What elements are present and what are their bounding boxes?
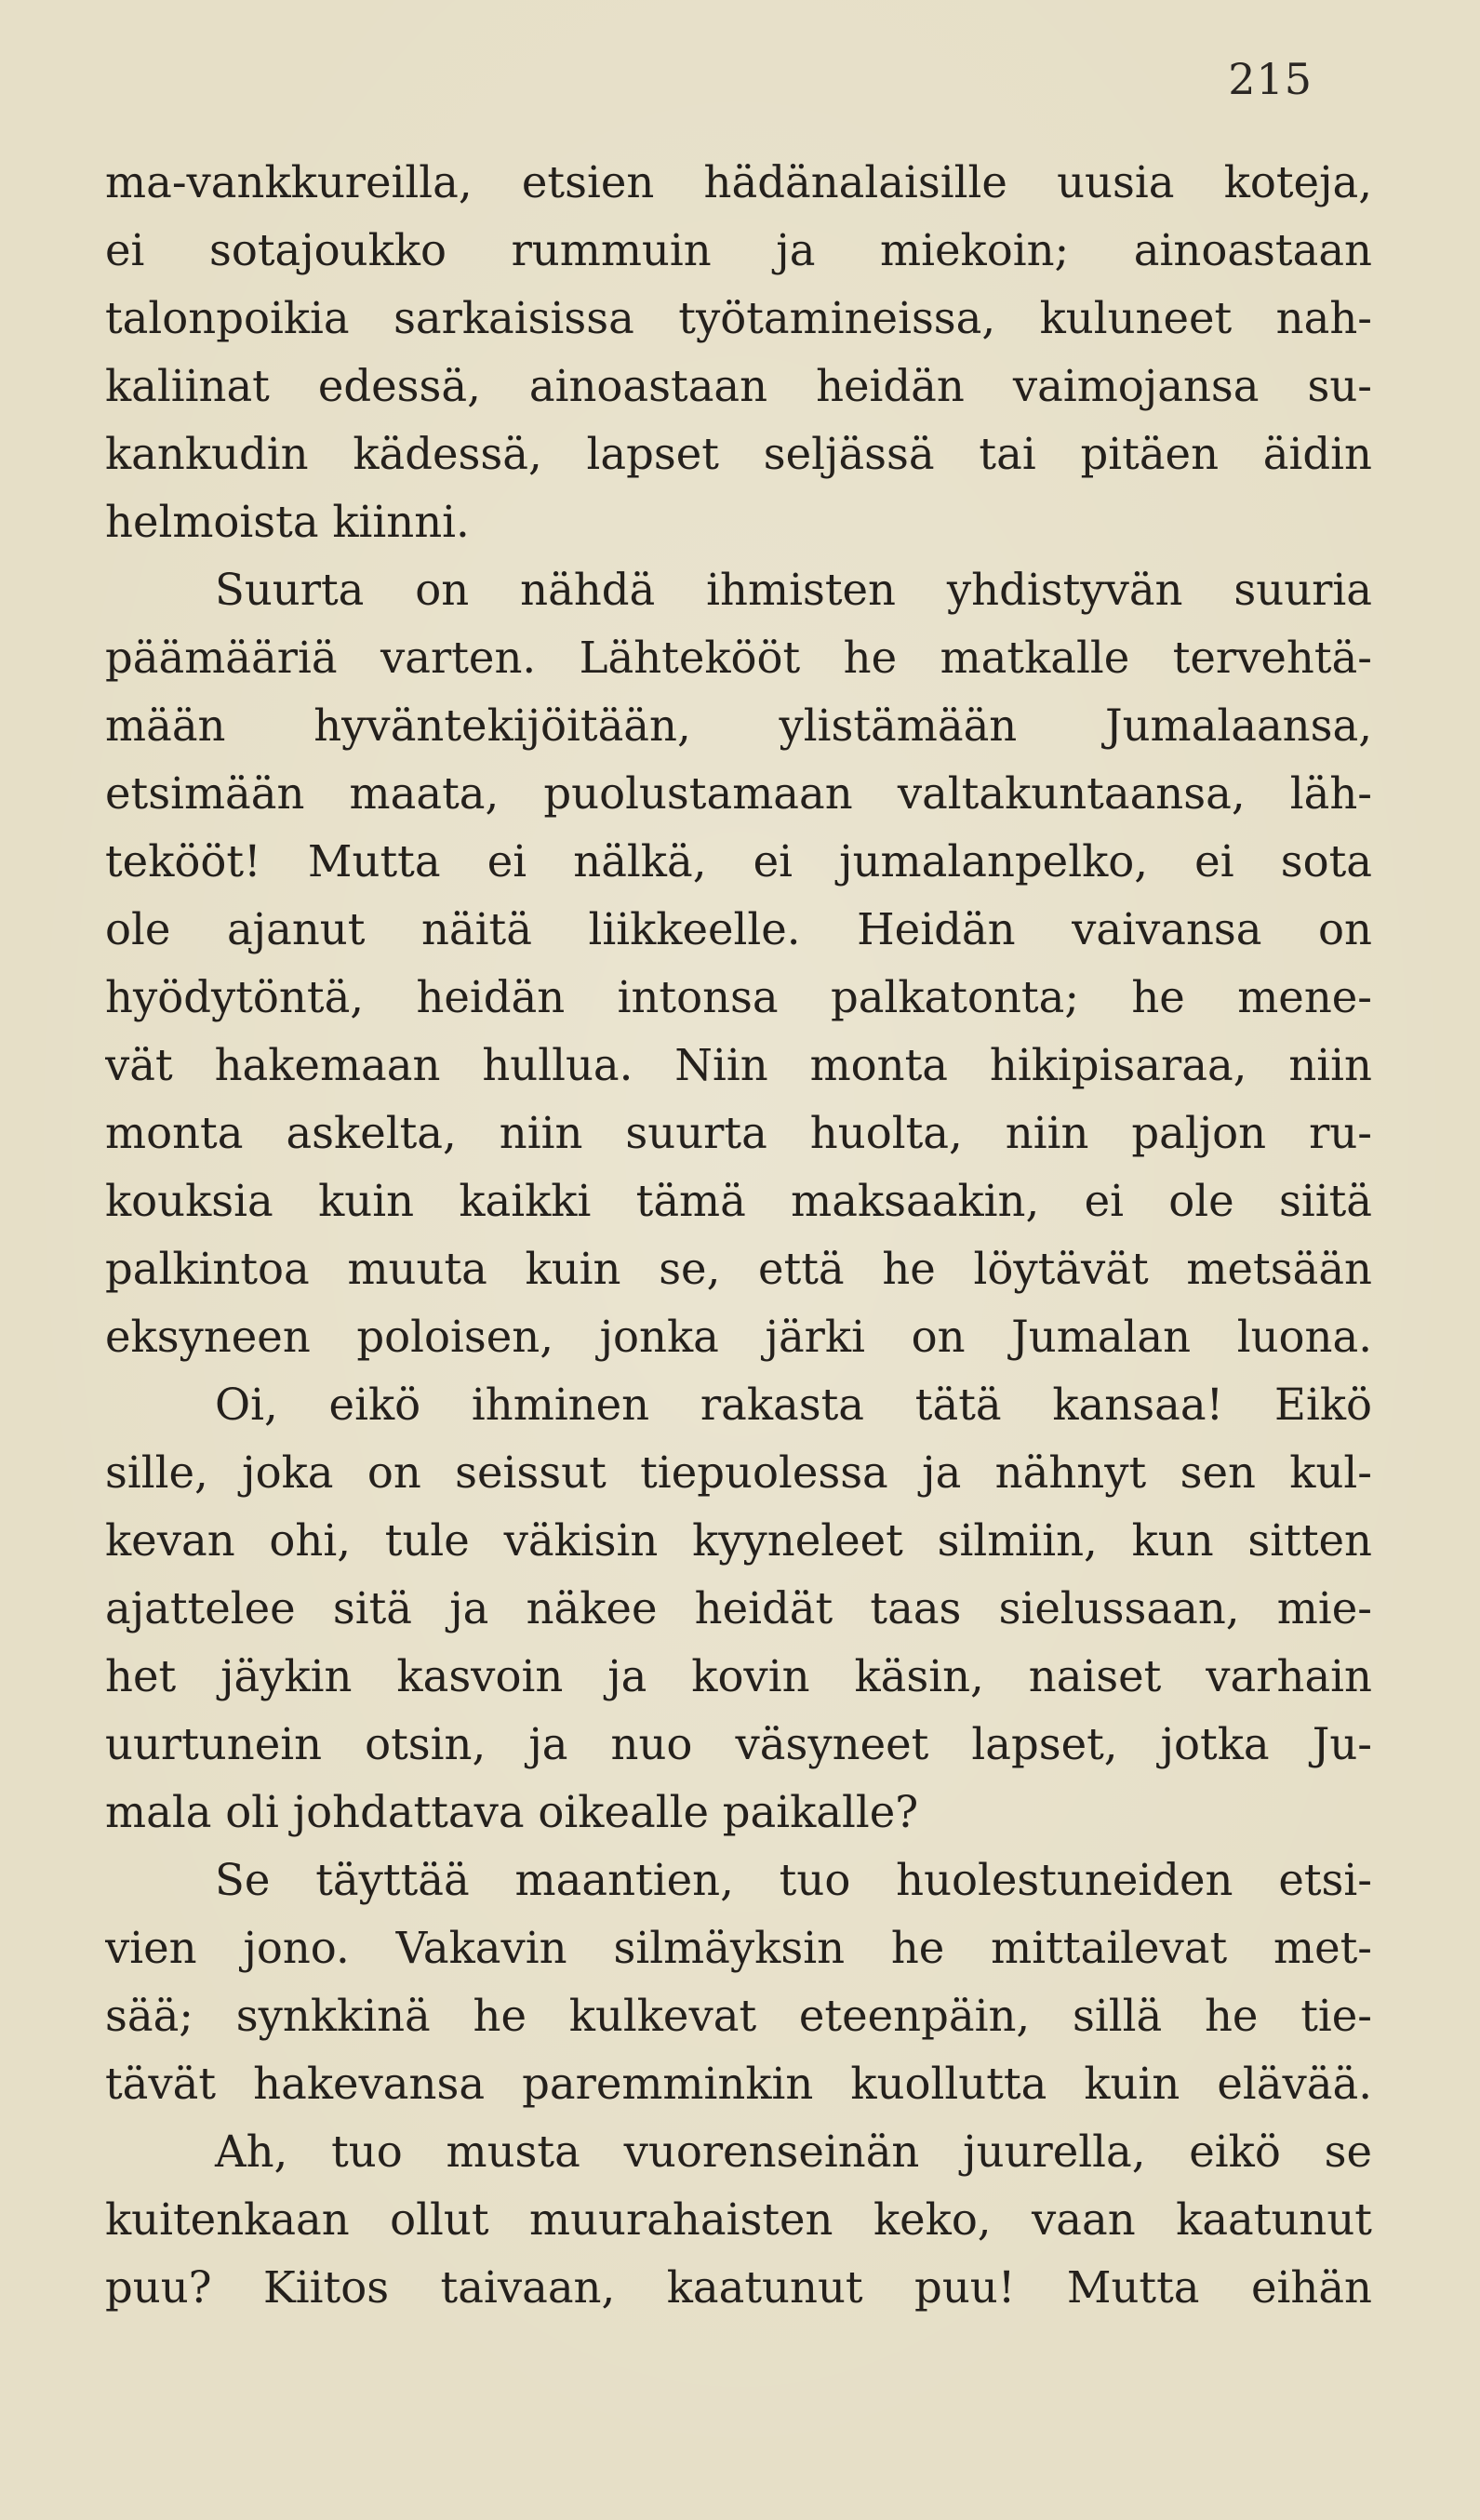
text-line: puu? Kiitos taivaan, kaatunut puu! Mutta eihän [105,2262,1372,2313]
text-line: vät hakemaan hullua. Niin monta hikipisaraa, niin [105,1040,1372,1090]
text-line: kankudin kädessä, lapset seljässä tai pitäen äidin [105,429,1372,479]
text-line: hyödytöntä, heidän intonsa palkatonta; he mene- [105,972,1372,1022]
text-line: Se täyttää maantien, tuo huolestuneiden etsi- [215,1855,1372,1905]
body-text [105,149,1372,2322]
text-line: uurtunein otsin, ja nuo väsyneet lapset, jotka Ju- [105,1719,1372,1769]
text-line: sille, joka on seissut tiepuolessa ja nähnyt sen kul- [105,1447,1372,1498]
text-line: Oi, eikö ihminen rakasta tätä kansaa! Eikö [215,1380,1372,1430]
text-line: ajattelee sitä ja näkee heidät taas sielussaan, mie- [105,1583,1372,1633]
text-line: sää; synkkinä he kulkevat eteenpäin, sillä he tie- [105,1991,1372,2041]
text-line: päämääriä varten. Lähtekööt he matkalle tervehtä- [105,633,1372,683]
text-line: vien jono. Vakavin silmäyksin he mittailevat met- [105,1923,1372,1973]
text-line: kevan ohi, tule väkisin kyyneleet silmiin, kun sitten [105,1515,1372,1566]
text-line: kaliinat edessä, ainoastaan heidän vaimojansa su- [105,361,1372,411]
text-line: tävät hakevansa paremminkin kuollutta kuin elävää. [105,2059,1372,2109]
text-line: kuitenkaan ollut muurahaisten keko, vaan kaatunut [105,2194,1372,2245]
text-line: talonpoikia sarkaisissa työtamineissa, kuluneet nah- [105,293,1372,343]
text-line: monta askelta, niin suurta huolta, niin paljon ru- [105,1108,1372,1158]
text-line: eksyneen poloisen, jonka järki on Jumalan luona. [105,1312,1372,1362]
text-line: helmoista kiinni. [105,497,470,547]
text-line: ma-vankkureilla, etsien hädänalaisille uusia koteja, [105,157,1372,207]
text-line: Ah, tuo musta vuorenseinän juurella, eikö se [215,2127,1372,2177]
text-line: kouksia kuin kaikki tämä maksaakin, ei ole siitä [105,1176,1372,1226]
text-line: tekööt! Mutta ei nälkä, ei jumalanpelko, ei sota [105,836,1372,887]
page-number: 215 [1228,54,1313,104]
text-line: ole ajanut näitä liikkeelle. Heidän vaivansa on [105,904,1372,954]
text-line: mala oli johdattava oikealle paikalle? [105,1787,919,1837]
text-line: Suurta on nähdä ihmisten yhdistyvän suuria [215,565,1372,615]
text-line: het jäykin kasvoin ja kovin käsin, naiset varhain [105,1651,1372,1701]
text-line: palkintoa muuta kuin se, että he löytävät metsään [105,1244,1372,1294]
text-line: mään hyväntekijöitään, ylistämään Jumalaansa, [105,700,1372,751]
text-line: ei sotajoukko rummuin ja miekoin; ainoastaan [105,225,1372,275]
text-line: etsimään maata, puolustamaan valtakuntaansa, läh- [105,768,1372,819]
